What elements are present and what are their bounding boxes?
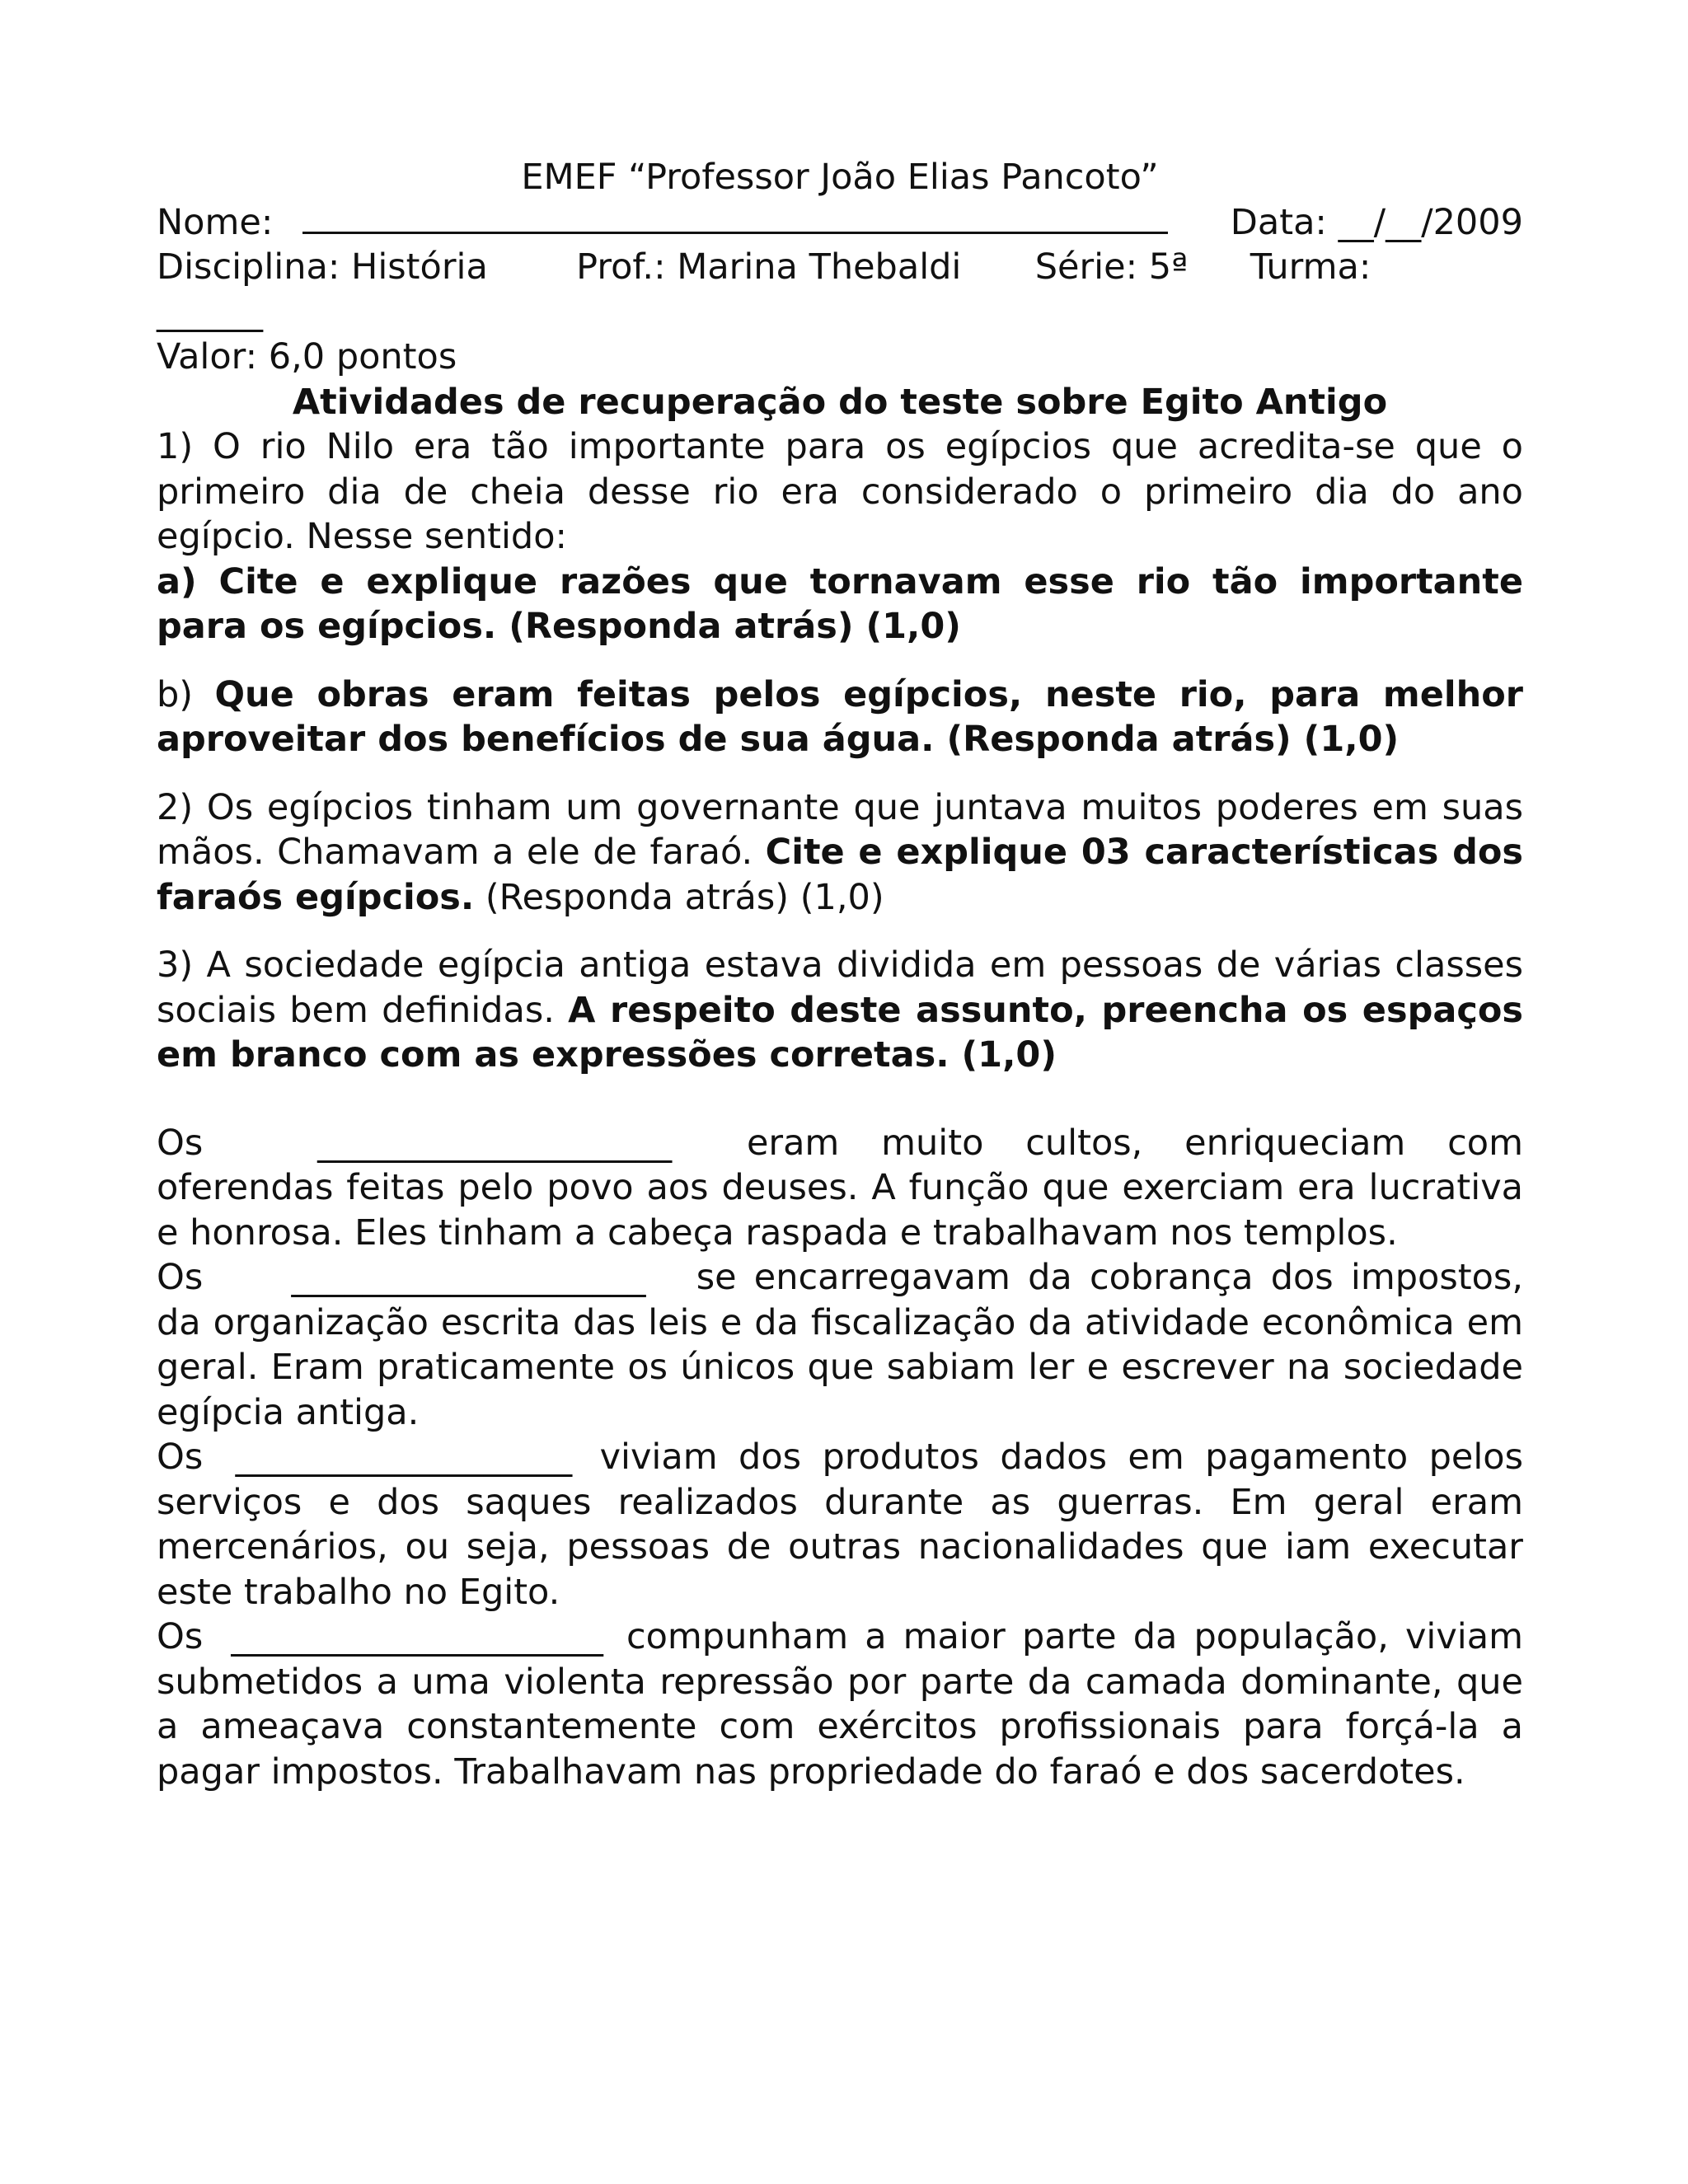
grade-label: Série: 5ª xyxy=(1034,246,1189,288)
name-field xyxy=(157,200,1168,246)
question-2-suffix: (Responda atrás) (1,0) xyxy=(474,876,884,918)
class-blank: ______ xyxy=(157,291,263,333)
question-2 xyxy=(157,785,1523,921)
fill-blank: _____________________ xyxy=(231,1616,603,1657)
question-3-bold: A respeito deste assunto, preencha os espaços em branco com as expressões corretas. (1,0) xyxy=(157,989,1523,1076)
fill-text: compunham a maior parte da população, viviam submetidos a uma violenta repressão por parte da camada dominante, que a ameaçava constantemente com exércitos profissionais para forçá-la a pagar impostos. Trabalhavam nas propriedade do faraó e dos sacerdotes. xyxy=(157,1616,1523,1793)
date-label: Data: __/__/2009 xyxy=(1230,201,1523,243)
fill-prefix: Os xyxy=(157,1257,204,1298)
question-2-text: 2) Os egípcios tinham um governante que juntava muitos poderes em suas mãos. Chamavam a ele de faraó. xyxy=(157,786,1523,873)
worksheet-page xyxy=(157,155,1523,1794)
question-3-text: 3) A sociedade egípcia antiga estava dividida em pessoas de várias classes sociais bem definidas. xyxy=(157,944,1523,1031)
fill-blank: ____________________ xyxy=(291,1257,646,1298)
fill-text: eram muito cultos, enriqueciam com oferendas feitas pelo povo aos deuses. A função que exerciam era lucrativa e honrosa. Eles tinham a cabeça raspada e trabalhavam nos templos. xyxy=(157,1122,1523,1254)
school-name: EMEF “Professor João Elias Pancoto” xyxy=(521,157,1159,198)
question-3 xyxy=(157,943,1523,1078)
worksheet-title: Atividades de recuperação do teste sobre Egito Antigo xyxy=(292,381,1388,423)
fill-item-priests xyxy=(157,1121,1523,1256)
value-label: Valor: 6,0 pontos xyxy=(157,336,457,377)
fill-item-scribes xyxy=(157,1255,1523,1435)
question-1-intro: 1) O rio Nilo era tão importante para os egípcios que acredita-se que o primeiro dia de cheia desse rio era considerado o primeiro dia do ano egípcio. Nesse sentido: xyxy=(157,426,1523,557)
name-blank xyxy=(302,200,1168,234)
name-date-row xyxy=(157,200,1523,246)
question-1b-prefix: b) xyxy=(157,673,215,715)
fill-prefix: Os xyxy=(157,1616,204,1657)
teacher-label: Prof.: Marina Thebaldi xyxy=(576,246,962,288)
class-label: Turma: xyxy=(1250,246,1372,288)
discipline-label: Disciplina: História xyxy=(157,246,488,288)
name-label: Nome: xyxy=(157,201,274,243)
question-2-bold: Cite e explique 03 características dos faraós egípcios. xyxy=(157,832,1524,918)
fill-item-soldiers xyxy=(157,1435,1523,1615)
discipline-row xyxy=(157,245,1523,290)
fill-prefix: Os xyxy=(157,1436,204,1478)
question-1b-text: Que obras eram feitas pelos egípcios, neste rio, para melhor aproveitar dos benefícios de sua água. (Responda atrás) (1,0) xyxy=(157,673,1523,760)
question-1b xyxy=(157,673,1523,762)
fill-prefix: Os xyxy=(157,1122,204,1164)
question-1a: a) Cite e explique razões que tornavam esse rio tão importante para os egípcios. (Responda atrás) (1,0) xyxy=(157,560,1523,647)
fill-item-peasants xyxy=(157,1615,1523,1794)
fill-blank: ___________________ xyxy=(235,1436,573,1478)
fill-text: viviam dos produtos dados em pagamento pelos serviços e dos saques realizados durante as guerras. Em geral eram mercenários, ou seja, pessoas de outras nacionalidades que iam executar este trabalho no Egito. xyxy=(157,1436,1524,1613)
fill-blank: ____________________ xyxy=(317,1122,673,1164)
fill-text: se encarregavam da cobrança dos impostos, da organização escrita das leis e da fiscalização da atividade econômica em geral. Eram praticamente os únicos que sabiam ler e escrever na sociedade egípcia antiga. xyxy=(157,1257,1524,1433)
